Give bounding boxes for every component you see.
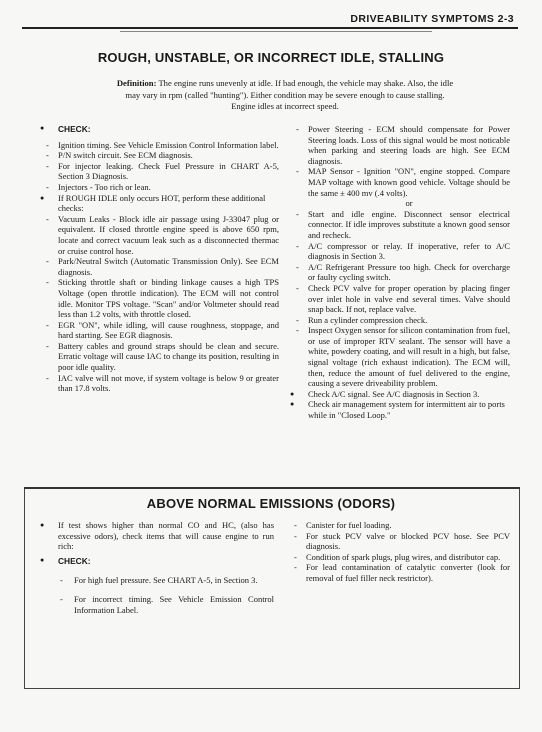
list-item: - IAC valve will not move, if system voltage is below 9 or greater than 17.8 volts. [44,373,279,394]
list-item: - Inspect Oxygen sensor for silicon contamination from fuel, or use of improper RTV sealant. The sensor will have a white, powdery coating, and will result in a high, but false, signal voltage (rich exhaust indication). The ECM will, then, reduce the amount of fuel delivered to the engine, causing a severe driveability problem. [294,325,510,389]
list-item: - Sticking throttle shaft or binding linkage causes a high TPS Voltage (open throttle indication). The ECM will not control idle. Monitor TPS voltage. "Scan" and/or Voltmeter should read less than 1.2 volts, with throttle closed. [44,277,279,319]
list-item: - EGR "ON", while idling, will cause roughness, stoppage, and hard starting. See EGR diagnosis. [44,320,279,341]
right-column [294,124,510,421]
header-subrule [120,31,432,32]
list-item: - Run a cylinder compression check. [294,315,510,326]
emissions-intro-bullet: ● If test shows higher than normal CO and HC, (also has excessive odors), check items that will cause engine to run rich: [44,520,274,552]
emissions-right-column [292,520,510,584]
emissions-left-column [44,520,274,624]
list-item: - Park/Neutral Switch (Automatic Transmission Only). See ECM diagnosis. [44,256,279,277]
check-bullet: ● Check air management system for intermittent air to ports while in "Closed Loop." [294,399,510,420]
list-item: - Ignition timing. See Vehicle Emission Control Information label. [44,140,279,151]
list-item: - P/N switch circuit. See ECM diagnosis. [44,150,279,161]
list-item: - Injectors - Too rich or lean. [44,182,279,193]
list-item: - For injector leaking. Check Fuel Pressure in CHART A-5, Section 3 Diagnosis. [44,161,279,182]
list-item: - MAP Sensor - Ignition "ON", engine stopped. Compare MAP voltage with known good vehicle. Voltage should be the same ± 400 mv (.4 volts). [294,166,510,198]
list-item: - Condition of spark plugs, plug wires, and distributor cap. [292,552,510,563]
list-item: - Battery cables and ground straps should be clean and secure. Erratic voltage will cause IAC to change its position, resulting in poor idle quality. [44,341,279,373]
list-item: - For high fuel pressure. See CHART A-5, in Section 3. [44,575,274,586]
list-item: - For stuck PCV valve or blocked PCV hose. See PCV diagnosis. [292,531,510,552]
list-item: - Check PCV valve for proper operation by placing finger over inlet hole in valve end several times. Valve should snap back. If not, replace valve. [294,283,510,315]
check-bullet: ● Check A/C signal. See A/C diagnosis in Section 3. [294,389,510,400]
list-item-continuation: - Start and idle engine. Disconnect sensor electrical connector. If idle improves substitute a known good sensor and recheck. [294,209,510,241]
section-title-emissions: ABOVE NORMAL EMISSIONS (ODORS) [146,496,396,511]
emissions-check-heading: ● CHECK: [44,556,274,567]
list-item: - Canister for fuel loading. [292,520,510,531]
emissions-section-rule [24,487,520,489]
page-header-title: DRIVEABILITY SYMPTOMS 2-3 [350,13,514,25]
header-rule [22,27,518,29]
definition-paragraph [115,78,455,113]
definition-label: Definition: [116,78,157,88]
or-separator: or [405,198,413,209]
list-item: - For lead contamination of catalytic converter (look for removal of fuel filler neck restrictor). [292,562,510,583]
left-column [44,124,279,394]
definition-text: The engine runs unevenly at idle. If bad enough, the vehicle may shake. Also, the idle may vary in rpm (called "hunting"). Either condition may be severe enough to cause stalling. Engine idles at incorrect speed. [125,78,454,111]
hot-idle-bullet: ● If ROUGH IDLE only occurs HOT, perform these additional checks: [44,193,279,214]
list-item: - For incorrect timing. See Vehicle Emission Control Information Label. [44,594,274,615]
list-item: - A/C Refrigerant Pressure too high. Check for overcharge or faulty cycling switch. [294,262,510,283]
check-heading: ● CHECK: [44,124,279,135]
list-item: - Power Steering - ECM should compensate for Power Steering loads. Loss of this signal would be most noticable when parking and steering loads are high. See ECM diagnosis. [294,124,510,166]
list-item: - A/C compressor or relay. If inoperative, refer to A/C diagnosis in Section 3. [294,241,510,262]
list-item: - Vacuum Leaks - Block idle air passage using J-33047 plug or equivalent. If closed throttle engine speed is above 650 rpm, locate and correct vacuum leak such as a disconnected thermac or cruise control hose. [44,214,279,256]
section-title-rough-idle: ROUGH, UNSTABLE, OR INCORRECT IDLE, STALLING [97,50,445,65]
